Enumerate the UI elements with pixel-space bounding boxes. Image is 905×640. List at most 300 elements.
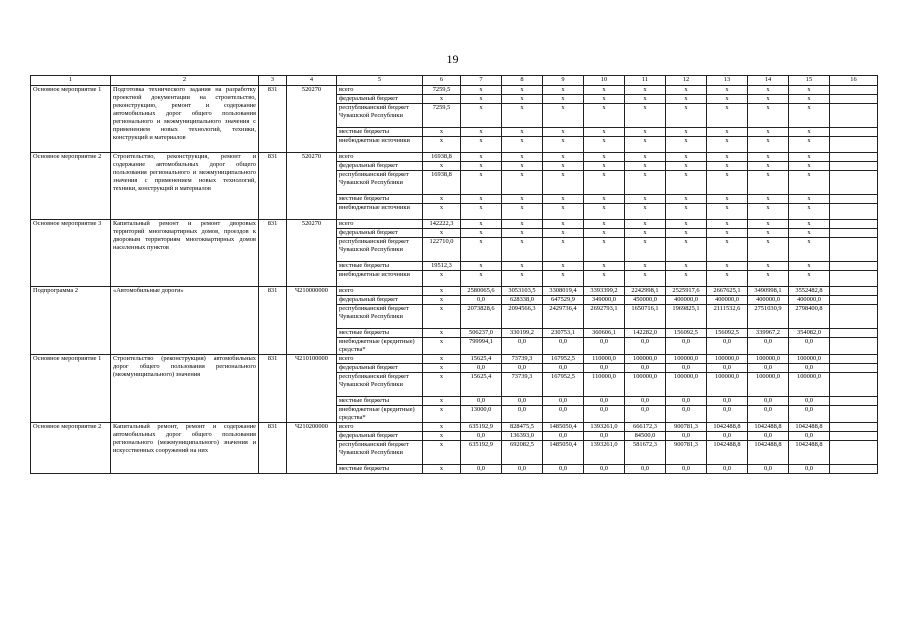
- grbs-code: 831: [259, 153, 287, 220]
- amount-cell: [830, 229, 878, 238]
- amount-cell: x: [502, 271, 543, 287]
- amount-cell: [830, 262, 878, 271]
- amount-cell: 900781,3: [666, 423, 707, 432]
- amount-cell: x: [789, 171, 830, 195]
- amount-cell: 15625,4: [461, 355, 502, 364]
- amount-cell: x: [707, 220, 748, 229]
- amount-cell: 2073828,6: [461, 305, 502, 329]
- amount-cell: x: [461, 104, 502, 128]
- table-body: [31, 76, 878, 474]
- amount-cell: 2429736,4: [543, 305, 584, 329]
- amount-cell: x: [666, 162, 707, 171]
- amount-cell: x: [707, 238, 748, 262]
- activity-name: Подпрограмма 2: [31, 287, 111, 355]
- amount-cell: [830, 238, 878, 262]
- amount-cell: [830, 305, 878, 329]
- amount-cell: 1485050,4: [543, 441, 584, 465]
- amount-cell: x: [543, 128, 584, 137]
- amount-cell: 100000,0: [625, 355, 666, 364]
- table-row: [31, 355, 878, 364]
- amount-cell: x: [625, 104, 666, 128]
- amount-cell: x: [584, 162, 625, 171]
- column-number: 11: [625, 76, 666, 86]
- amount-cell: [830, 355, 878, 364]
- amount-cell: x: [543, 137, 584, 153]
- amount-cell: x: [461, 153, 502, 162]
- amount-cell: x: [789, 95, 830, 104]
- amount-cell: 0,0: [748, 432, 789, 441]
- amount-cell: 19512,3: [423, 262, 461, 271]
- amount-cell: x: [423, 373, 461, 397]
- amount-cell: x: [789, 262, 830, 271]
- amount-cell: x: [666, 204, 707, 220]
- amount-cell: x: [461, 195, 502, 204]
- amount-cell: 100000,0: [789, 355, 830, 364]
- budget-class-code: 520270: [287, 153, 337, 220]
- amount-cell: x: [584, 128, 625, 137]
- amount-cell: x: [423, 329, 461, 338]
- amount-cell: 354082,0: [789, 329, 830, 338]
- amount-cell: x: [502, 220, 543, 229]
- amount-cell: 400000,0: [666, 296, 707, 305]
- budget-class-code: Ч210000000: [287, 287, 337, 355]
- amount-cell: x: [625, 195, 666, 204]
- amount-cell: 0,0: [584, 364, 625, 373]
- funding-source: федеральный бюджет: [337, 162, 423, 171]
- column-number: 8: [502, 76, 543, 86]
- amount-cell: x: [461, 204, 502, 220]
- amount-cell: [830, 373, 878, 397]
- amount-cell: x: [543, 153, 584, 162]
- amount-cell: x: [707, 229, 748, 238]
- amount-cell: 0,0: [707, 397, 748, 406]
- amount-cell: x: [584, 137, 625, 153]
- amount-cell: 0,0: [625, 465, 666, 474]
- amount-cell: 0,0: [789, 364, 830, 373]
- amount-cell: x: [461, 137, 502, 153]
- funding-source: федеральный бюджет: [337, 95, 423, 104]
- column-number: 4: [287, 76, 337, 86]
- funding-source: внебюджетные источники: [337, 271, 423, 287]
- amount-cell: 0,0: [666, 465, 707, 474]
- amount-cell: x: [423, 406, 461, 423]
- amount-cell: x: [423, 305, 461, 329]
- amount-cell: 828475,5: [502, 423, 543, 432]
- amount-cell: 0,0: [584, 432, 625, 441]
- amount-cell: x: [625, 238, 666, 262]
- amount-cell: 230753,1: [543, 329, 584, 338]
- amount-cell: x: [789, 104, 830, 128]
- amount-cell: 16938,8: [423, 153, 461, 162]
- amount-cell: [830, 220, 878, 229]
- amount-cell: x: [584, 86, 625, 95]
- amount-cell: x: [461, 262, 502, 271]
- amount-cell: x: [543, 238, 584, 262]
- amount-cell: x: [707, 162, 748, 171]
- amount-cell: 330199,2: [502, 329, 543, 338]
- amount-cell: [830, 296, 878, 305]
- amount-cell: x: [666, 262, 707, 271]
- amount-cell: 692082,5: [502, 441, 543, 465]
- amount-cell: x: [789, 229, 830, 238]
- amount-cell: x: [625, 271, 666, 287]
- amount-cell: x: [502, 128, 543, 137]
- funding-source: всего: [337, 423, 423, 432]
- amount-cell: x: [666, 271, 707, 287]
- amount-cell: [830, 397, 878, 406]
- amount-cell: 0,0: [502, 465, 543, 474]
- amount-cell: x: [423, 287, 461, 296]
- amount-cell: x: [625, 220, 666, 229]
- amount-cell: x: [543, 171, 584, 195]
- amount-cell: x: [666, 86, 707, 95]
- amount-cell: [830, 406, 878, 423]
- amount-cell: 1042488,8: [748, 423, 789, 432]
- funding-source: всего: [337, 86, 423, 95]
- grbs-code: 831: [259, 287, 287, 355]
- amount-cell: 0,0: [666, 432, 707, 441]
- amount-cell: [830, 465, 878, 474]
- amount-cell: 0,0: [748, 397, 789, 406]
- amount-cell: x: [584, 262, 625, 271]
- amount-cell: 16938,8: [423, 171, 461, 195]
- amount-cell: 628338,0: [502, 296, 543, 305]
- column-number: 15: [789, 76, 830, 86]
- grbs-code: 831: [259, 355, 287, 423]
- amount-cell: x: [423, 338, 461, 355]
- amount-cell: 2525917,6: [666, 287, 707, 296]
- amount-cell: 635192,9: [461, 423, 502, 432]
- amount-cell: [830, 104, 878, 128]
- amount-cell: x: [748, 153, 789, 162]
- amount-cell: 0,0: [543, 364, 584, 373]
- amount-cell: x: [543, 271, 584, 287]
- amount-cell: [830, 423, 878, 432]
- amount-cell: x: [423, 137, 461, 153]
- amount-cell: 100000,0: [707, 355, 748, 364]
- amount-cell: x: [423, 204, 461, 220]
- amount-cell: x: [666, 171, 707, 195]
- amount-cell: 0,0: [748, 364, 789, 373]
- amount-cell: 0,0: [666, 397, 707, 406]
- column-number: 14: [748, 76, 789, 86]
- amount-cell: x: [423, 355, 461, 364]
- funding-source: республиканский бюджет Чувашской Республики: [337, 104, 423, 128]
- column-number: 10: [584, 76, 625, 86]
- column-number: 6: [423, 76, 461, 86]
- amount-cell: x: [707, 137, 748, 153]
- grbs-code: 831: [259, 423, 287, 474]
- amount-cell: x: [666, 137, 707, 153]
- amount-cell: 84500,0: [625, 432, 666, 441]
- amount-cell: x: [707, 195, 748, 204]
- activity-description: «Автомобильные дороги»: [111, 287, 259, 355]
- amount-cell: x: [584, 238, 625, 262]
- amount-cell: x: [625, 162, 666, 171]
- funding-source: местные бюджеты: [337, 262, 423, 271]
- amount-cell: 3490998,1: [748, 287, 789, 296]
- amount-cell: 122710,0: [423, 238, 461, 262]
- amount-cell: 349000,0: [584, 296, 625, 305]
- amount-cell: x: [707, 171, 748, 195]
- page-number: 19: [446, 52, 459, 66]
- amount-cell: 0,0: [543, 465, 584, 474]
- amount-cell: x: [461, 238, 502, 262]
- amount-cell: x: [423, 465, 461, 474]
- column-number: 13: [707, 76, 748, 86]
- amount-cell: x: [461, 171, 502, 195]
- funding-source: всего: [337, 220, 423, 229]
- amount-cell: [830, 329, 878, 338]
- amount-cell: [830, 153, 878, 162]
- amount-cell: x: [789, 220, 830, 229]
- amount-cell: 0,0: [543, 338, 584, 355]
- amount-cell: x: [748, 195, 789, 204]
- amount-cell: 0,0: [666, 364, 707, 373]
- amount-cell: 339967,2: [748, 329, 789, 338]
- amount-cell: 360606,1: [584, 329, 625, 338]
- amount-cell: x: [666, 128, 707, 137]
- amount-cell: 3393399,2: [584, 287, 625, 296]
- amount-cell: 0,0: [707, 338, 748, 355]
- activity-description: Капитальный ремонт и ремонт дворовых территорий многоквартирных домов, проездов к дворовым территориям многоквартирных домов населенных пунктов: [111, 220, 259, 287]
- amount-cell: 15625,4: [461, 373, 502, 397]
- amount-cell: x: [461, 95, 502, 104]
- amount-cell: x: [707, 95, 748, 104]
- table-row: [31, 220, 878, 229]
- amount-cell: x: [423, 296, 461, 305]
- amount-cell: x: [625, 86, 666, 95]
- amount-cell: 1042488,8: [789, 441, 830, 465]
- amount-cell: 400000,0: [789, 296, 830, 305]
- amount-cell: 13000,0: [461, 406, 502, 423]
- amount-cell: 1393261,0: [584, 423, 625, 432]
- amount-cell: 3308019,4: [543, 287, 584, 296]
- column-number: 3: [259, 76, 287, 86]
- amount-cell: x: [543, 220, 584, 229]
- amount-cell: [830, 86, 878, 95]
- amount-cell: 0,0: [584, 338, 625, 355]
- amount-cell: x: [584, 195, 625, 204]
- activity-description: Капитальный ремонт, ремонт и содержание автомобильных дорог общего пользования регионального (межмуниципального) значения и искусственных сооружений на них: [111, 423, 259, 474]
- amount-cell: x: [423, 432, 461, 441]
- amount-cell: 1969825,1: [666, 305, 707, 329]
- amount-cell: [830, 95, 878, 104]
- amount-cell: x: [543, 229, 584, 238]
- amount-cell: x: [502, 262, 543, 271]
- column-number: 5: [337, 76, 423, 86]
- funding-source: внебюджетные (кредитные) средства*: [337, 338, 423, 355]
- grbs-code: 831: [259, 86, 287, 153]
- amount-cell: 0,0: [748, 465, 789, 474]
- amount-cell: x: [707, 128, 748, 137]
- amount-cell: 7259,5: [423, 104, 461, 128]
- funding-source: внебюджетные источники: [337, 137, 423, 153]
- amount-cell: x: [423, 195, 461, 204]
- amount-cell: [830, 162, 878, 171]
- amount-cell: 581672,3: [625, 441, 666, 465]
- amount-cell: 0,0: [543, 432, 584, 441]
- amount-cell: 3552482,8: [789, 287, 830, 296]
- amount-cell: 167952,5: [543, 373, 584, 397]
- amount-cell: x: [543, 262, 584, 271]
- amount-cell: 0,0: [625, 397, 666, 406]
- amount-cell: 2692793,1: [584, 305, 625, 329]
- amount-cell: [830, 338, 878, 355]
- amount-cell: x: [625, 95, 666, 104]
- funding-source: республиканский бюджет Чувашской Республики: [337, 441, 423, 465]
- amount-cell: x: [789, 153, 830, 162]
- column-number: 9: [543, 76, 584, 86]
- amount-cell: [830, 271, 878, 287]
- amount-cell: 110000,0: [584, 373, 625, 397]
- activity-name: Основное мероприятие 2: [31, 423, 111, 474]
- amount-cell: 0,0: [707, 432, 748, 441]
- column-number: 2: [111, 76, 259, 86]
- amount-cell: x: [543, 104, 584, 128]
- amount-cell: 0,0: [666, 338, 707, 355]
- amount-cell: x: [666, 195, 707, 204]
- amount-cell: 2798400,8: [789, 305, 830, 329]
- amount-cell: 100000,0: [789, 373, 830, 397]
- amount-cell: x: [666, 220, 707, 229]
- amount-cell: 0,0: [625, 338, 666, 355]
- amount-cell: x: [502, 153, 543, 162]
- funding-source: местные бюджеты: [337, 128, 423, 137]
- amount-cell: x: [789, 271, 830, 287]
- amount-cell: x: [625, 128, 666, 137]
- amount-cell: x: [748, 204, 789, 220]
- amount-cell: 1042488,8: [707, 423, 748, 432]
- activity-description: Строительство, реконструкция, ремонт и содержание автомобильных дорог общего пользования регионального и межмуниципального значения с применением новых технологий, техники, конструкций и материалов: [111, 153, 259, 220]
- amount-cell: 1485050,4: [543, 423, 584, 432]
- amount-cell: 635192,9: [461, 441, 502, 465]
- amount-cell: x: [502, 162, 543, 171]
- column-number: 7: [461, 76, 502, 86]
- budget-class-code: 520270: [287, 86, 337, 153]
- amount-cell: 0,0: [502, 364, 543, 373]
- amount-cell: x: [502, 229, 543, 238]
- amount-cell: x: [748, 220, 789, 229]
- amount-cell: 100000,0: [625, 373, 666, 397]
- amount-cell: x: [625, 229, 666, 238]
- funding-source: всего: [337, 287, 423, 296]
- amount-cell: x: [543, 195, 584, 204]
- funding-source: местные бюджеты: [337, 397, 423, 406]
- funding-source: всего: [337, 153, 423, 162]
- funding-source: федеральный бюджет: [337, 364, 423, 373]
- amount-cell: 2094566,3: [502, 305, 543, 329]
- amount-cell: 0,0: [789, 465, 830, 474]
- amount-cell: 2580065,6: [461, 287, 502, 296]
- amount-cell: x: [502, 238, 543, 262]
- amount-cell: [830, 204, 878, 220]
- amount-cell: 1042488,8: [707, 441, 748, 465]
- amount-cell: x: [707, 104, 748, 128]
- amount-cell: x: [748, 271, 789, 287]
- funding-source: местные бюджеты: [337, 465, 423, 474]
- grbs-code: 831: [259, 220, 287, 287]
- activity-description: Строительство (реконструкция) автомобильных дорог общего пользования регионального (межмуниципального) значения: [111, 355, 259, 423]
- amount-cell: 100000,0: [707, 373, 748, 397]
- amount-cell: x: [666, 104, 707, 128]
- amount-cell: 0,0: [707, 465, 748, 474]
- amount-cell: 0,0: [584, 465, 625, 474]
- amount-cell: 7259,5: [423, 86, 461, 95]
- column-number: 1: [31, 76, 111, 86]
- amount-cell: 2751030,9: [748, 305, 789, 329]
- amount-cell: 73739,3: [502, 373, 543, 397]
- table-row: [31, 153, 878, 162]
- activity-name: Основное мероприятие 1: [31, 355, 111, 423]
- amount-cell: x: [584, 220, 625, 229]
- funding-source: внебюджетные (кредитные) средства*: [337, 406, 423, 423]
- amount-cell: x: [502, 171, 543, 195]
- amount-cell: 0,0: [461, 364, 502, 373]
- amount-cell: [830, 441, 878, 465]
- amount-cell: x: [748, 229, 789, 238]
- amount-cell: x: [707, 86, 748, 95]
- amount-cell: x: [423, 423, 461, 432]
- amount-cell: 142222,3: [423, 220, 461, 229]
- amount-cell: x: [461, 128, 502, 137]
- amount-cell: 0,0: [461, 465, 502, 474]
- amount-cell: 0,0: [502, 406, 543, 423]
- amount-cell: x: [625, 262, 666, 271]
- amount-cell: x: [625, 171, 666, 195]
- amount-cell: x: [423, 95, 461, 104]
- amount-cell: x: [502, 195, 543, 204]
- amount-cell: x: [423, 364, 461, 373]
- amount-cell: 2111532,6: [707, 305, 748, 329]
- amount-cell: 0,0: [543, 406, 584, 423]
- amount-cell: x: [502, 95, 543, 104]
- funding-source: федеральный бюджет: [337, 229, 423, 238]
- amount-cell: x: [789, 162, 830, 171]
- amount-cell: x: [666, 238, 707, 262]
- amount-cell: x: [707, 204, 748, 220]
- amount-cell: x: [707, 153, 748, 162]
- amount-cell: x: [502, 204, 543, 220]
- funding-source: внебюджетные источники: [337, 204, 423, 220]
- amount-cell: 73739,3: [502, 355, 543, 364]
- amount-cell: x: [584, 271, 625, 287]
- amount-cell: x: [789, 238, 830, 262]
- funding-source: республиканский бюджет Чувашской Республики: [337, 171, 423, 195]
- amount-cell: x: [543, 86, 584, 95]
- amount-cell: x: [423, 128, 461, 137]
- amount-cell: x: [543, 162, 584, 171]
- amount-cell: x: [666, 153, 707, 162]
- amount-cell: 0,0: [789, 397, 830, 406]
- amount-cell: 167952,5: [543, 355, 584, 364]
- amount-cell: 666172,3: [625, 423, 666, 432]
- funding-source: местные бюджеты: [337, 329, 423, 338]
- amount-cell: [830, 195, 878, 204]
- funding-source: республиканский бюджет Чувашской Республики: [337, 238, 423, 262]
- amount-cell: [830, 287, 878, 296]
- amount-cell: 100000,0: [666, 355, 707, 364]
- amount-cell: [830, 364, 878, 373]
- amount-cell: 100000,0: [666, 373, 707, 397]
- amount-cell: x: [461, 162, 502, 171]
- amount-cell: [830, 128, 878, 137]
- amount-cell: 136393,0: [502, 432, 543, 441]
- amount-cell: x: [789, 86, 830, 95]
- amount-cell: x: [666, 95, 707, 104]
- amount-cell: 0,0: [543, 397, 584, 406]
- funding-source: республиканский бюджет Чувашской Республики: [337, 373, 423, 397]
